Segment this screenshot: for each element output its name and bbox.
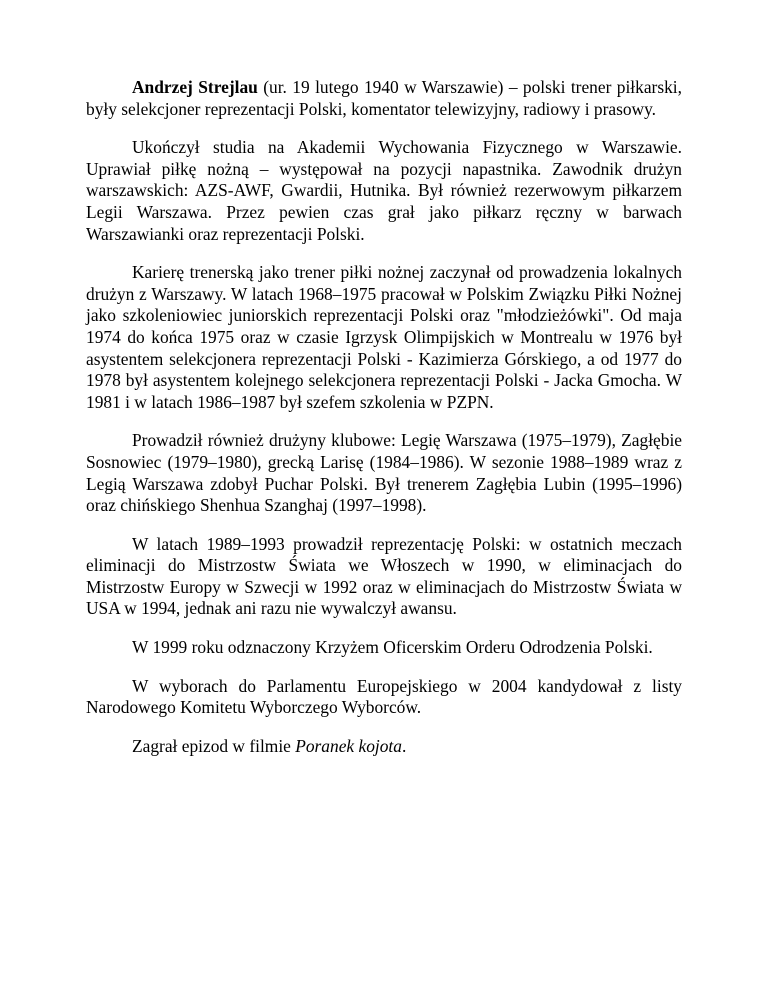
intro-text: (ur. 19 lutego 1940 w Warszawie) – polski trener piłkarski, były selekcjoner reprezentacji Polski, komentator telewizyjny, radiowy i prasowy. bbox=[86, 77, 682, 119]
film-prefix: Zagrał epizod w filmie bbox=[132, 735, 296, 756]
paragraph-decoration: W 1999 roku odznaczony Krzyżem Oficerskim Orderu Odrodzenia Polski. bbox=[132, 637, 653, 658]
subject-name: Andrzej Strejlau bbox=[132, 77, 258, 97]
paragraph-film bbox=[86, 736, 682, 758]
paragraph-national-team: W latach 1989–1993 prowadził reprezentację Polski: w ostatnich meczach eliminacji do Mistrzostw Świata we Włoszech w 1990, w eliminacjach do Mistrzostw Europy w Szwecji w 1992 oraz w eliminacjach do Mistrzostw Świata w USA w 1994, jednak ani razu nie wywalczył awansu. bbox=[86, 533, 682, 619]
document-page bbox=[86, 77, 682, 774]
paragraph-club-teams: Prowadził również drużyny klubowe: Legię Warszawa (1975–1979), Zagłębie Sosnowiec (1979–1980), grecką Larisę (1984–1986). W sezonie 1988–1989 wraz z Legią Warszawa zdobył Puchar Polski. Był trenerem Zagłębia Lubin (1995–1996) oraz chińskiego Shenhua Szanghaj (1997–1998). bbox=[86, 430, 682, 516]
film-title: Poranek kojota bbox=[295, 735, 402, 756]
paragraph-education: Ukończył studia na Akademii Wychowania Fizycznego w Warszawie. Uprawiał piłkę nożną – występował na pozycji napastnika. Zawodnik drużyn warszawskich: AZS-AWF, Gwardii, Hutnika. Był również rezerwowym piłkarzem Legii Warszawa. Przez pewien czas grał jako piłkarz ręczny w barwach Warszawianki oraz reprezentacji Polski. bbox=[86, 137, 682, 244]
paragraph-coaching-career: Karierę trenerską jako trener piłki nożnej zaczynał od prowadzenia lokalnych drużyn z Warszawy. W latach 1968–1975 pracował w Polskim Związku Piłki Nożnej jako szkoleniowiec juniorskich reprezentacji Polski oraz "młodzieżówki". Od maja 1974 do końca 1975 oraz w czasie Igrzysk Olimpijskich w Montrealu w 1976 był asystentem selekcjonera reprezentacji Polski - Kazimierza Górskiego, a od 1977 do 1978 był asystentem kolejnego selekcjonera reprezentacji Polski - Jacka Gmocha. W 1981 i w latach 1986–1987 był szefem szkolenia w PZPN. bbox=[86, 262, 682, 412]
film-suffix: . bbox=[401, 735, 407, 756]
paragraph-intro bbox=[86, 77, 682, 120]
paragraph-elections: W wyborach do Parlamentu Europejskiego w 2004 kandydował z listy Narodowego Komitetu Wyborczego Wyborców. bbox=[86, 675, 682, 718]
